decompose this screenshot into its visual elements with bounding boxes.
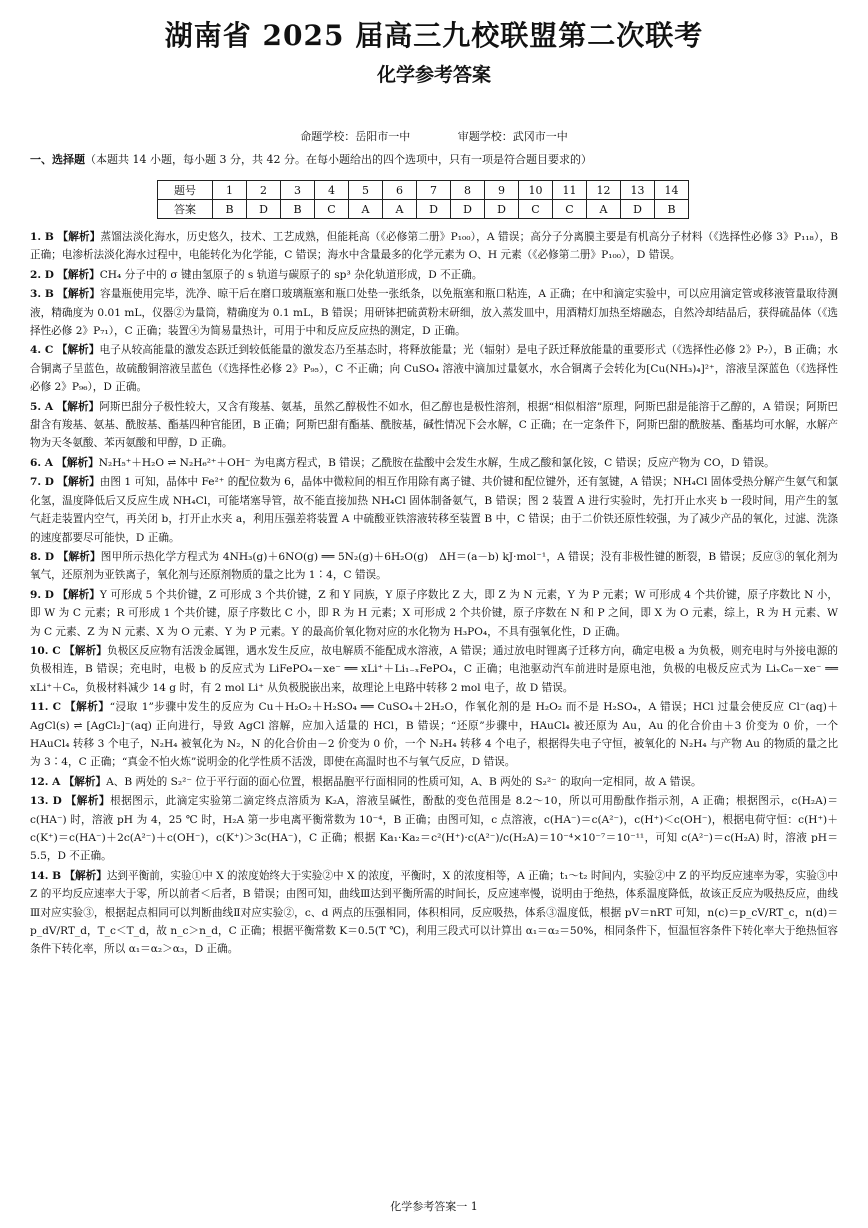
item-explanation-text: 蒸馏法淡化海水，历史悠久，技术、工艺成熟，但能耗高（《必修第二册》P₁₀₀），A 错误；高分子分离膜主要是有机高分子材料（《选择性必修 3》P₁₁₈），B 正确；电渗析法淡化海水过程中，电能转化为化学能，C 错误；海水中含量最多的化学元素为 O、H 元素（《必修第二册》P₁₀₀），D 错误。: [30, 231, 839, 262]
explanation-item: [30, 228, 838, 265]
item-number-answer: 3. B: [30, 288, 54, 301]
explanation-item: [30, 285, 838, 340]
answer-cell: D: [417, 200, 451, 219]
answer-cell: A: [383, 200, 417, 219]
analysis-tag: 【解析】: [65, 795, 111, 808]
item-explanation-text: 容量瓶使用完毕，洗净、晾干后在磨口玻璃瓶塞和瓶口处垫一张纸条，以免瓶塞和瓶口粘连，A 正确；在中和滴定实验中，可以应用滴定管或移液管量取待测液，精确度为 0.01 mL，仪器②为量筒，精确度为 0.1 mL，B 错误；用研钵把硫黄粉末研细，放入蒸发皿中，用酒精灯加热至熔融态，自然冷却结晶后，获得硫晶体（《选择性必修 2》P₇₁），C 正确；装置④为简易量热计，可用于中和反应反应热的测定，D 正确。: [30, 288, 839, 338]
item-explanation-text: 阿斯巴甜分子极性较大，又含有羧基、氨基，虽然乙醇极性不如水，但乙醇也是极性溶剂，根据“相似相溶”原理，阿斯巴甜是能溶于乙醇的，A 错误；阿斯巴甜含有羧基、氨基、酰胺基、酯基四种官能团，B 正确；阿斯巴甜有酯基、酰胺基，碱性情况下会水解，C 正确；在一定条件下，阿斯巴甜的酰胺基、酯基均可水解，水解产物为天冬氨酸、苯丙氨酸和甲醇，D 正确。: [30, 400, 839, 450]
answer-cell: B: [213, 200, 247, 219]
answer-cell: B: [281, 200, 315, 219]
item-number-answer: 12. A: [30, 775, 61, 788]
analysis-tag: 【解析】: [57, 231, 101, 243]
question-number-cell: 12: [587, 181, 621, 200]
school-info: [0, 128, 868, 144]
answer-table-number-row: [158, 181, 689, 200]
answer-cell: C: [315, 200, 349, 219]
item-explanation-text: N₂H₅⁺＋H₂O ⇌ N₂H₆²⁺＋OH⁻ 为电离方程式，B 错误；乙酰胺在盐酸中会发生水解，生成乙酸和氯化铵，C 错误；反应产物为 CO，D 错误。: [98, 456, 775, 469]
analysis-tag: 【解析】: [57, 476, 100, 489]
explanation-item: [30, 698, 838, 772]
question-number-cell: 8: [451, 181, 485, 200]
question-number-cell: 6: [383, 181, 417, 200]
analysis-tag: 【解析】: [57, 288, 101, 301]
item-explanation-text: 电子从较高能量的激发态跃迁到较低能量的激发态乃至基态时，将释放能量；光（辐射）是电子跃迁释放能量的重要形式（《选择性必修 2》P₇），B 正确；水合铜离子呈蓝色，故硫酸铜溶液呈蓝色（《选择性必修 2》P₉₅），C 不正确；向 CuSO₄ 溶液中滴加过量氨水，水合铜离子会转化为[Cu(NH₃)₄]²⁺，溶液呈深蓝色（《选择性必修 2》P₉₆），D 正确。: [30, 344, 839, 394]
proposer-school: 命题学校：岳阳市一中: [300, 130, 411, 143]
analysis-tag: 【解析】: [56, 400, 100, 413]
question-number-cell: 4: [315, 181, 349, 200]
item-number-answer: 6. A: [30, 456, 53, 469]
section-note: （本题共 14 小题，每小题 3 分，共 42 分。在每小题给出的四个选项中，只有一项是符合题目要求的）: [85, 153, 592, 166]
question-number-cell: 14: [655, 181, 689, 200]
item-explanation-text: Y 可形成 5 个共价键，Z 可形成 3 个共价键，Z 和 Y 同族，Y 原子序数比 Z 大，即 Z 为 N 元素，Y 为 P 元素；W 可形成 4 个共价键，原子序数比 N 小，即 W 为 C 元素；R 可形成 1 个共价键，原子序数比 C 小，即 R 为 H 元素；X 可形成 2 个共价键，原子序数在 N 和 P 之间，即 X 为 O 元素，综上，R 为 H 元素、W 为 C 元素、Z 为 N 元素、X 为 O 元素、Y 为 P 元素。Y 的最高价氧化物对应的水化物为 H₃PO₄，不具有强氧化性，D 正确。: [30, 588, 838, 638]
question-number-cell: 11: [553, 181, 587, 200]
answer-cell: D: [247, 200, 281, 219]
explanation-item: [30, 548, 838, 585]
explanation-item: [30, 341, 838, 396]
item-number-answer: 5. A: [30, 400, 54, 413]
item-explanation-text: 达到平衡前，实验①中 X 的浓度始终大于实验②中 X 的浓度，平衡时，X 的浓度相等，A 正确；t₁～t₂ 时间内，实验②中 Z 的平均反应速率为零，实验③中 Z 的平均反应速率大于零，所以前者＜后者，B 错误；由图可知，曲线Ⅲ达到平衡所需的时间长，反应速率慢，说明由于绝热，体系温度降低，故该正反应为吸热反应，曲线Ⅲ对应实验③，根据起点相同可以判断曲线Ⅱ对应实验②，c、d 两点的压强相同，体积相同，反应吸热，体系③温度低，根据 pV＝nRT 可知，n(c)＝p_cV/RT_c，n(d)＝p_dV/RT_d，T_c＜T_d，故 n_c＞n_d，C 正确；根据平衡常数 K＝0.5(T ℃)，利用三段式可以计算出 α₁＝α₂＝50%，相同条件下，恒温恒容条件下转化率大于绝热恒容条件下转化率，所以 α₁＝α₂＞α₃，D 正确。: [30, 869, 838, 956]
question-number-cell: 7: [417, 181, 451, 200]
answer-cell: D: [485, 200, 519, 219]
answer-table-answer-row: [158, 200, 689, 219]
question-number-cell: 3: [281, 181, 315, 200]
item-explanation-text: 图甲所示热化学方程式为 4NH₃(g)＋6NO(g) ══ 5N₂(g)＋6H₂O(g) ΔH＝(a－b) kJ·mol⁻¹，A 错误；没有非极性键的断裂，B 错误；反应③的氧化剂为氧气，还原剂为亚铁离子，氧化剂与还原剂物质的量之比为 1∶4，C 错误。: [30, 550, 839, 582]
question-number-cell: 9: [485, 181, 519, 200]
item-number-answer: 14. B: [30, 869, 62, 882]
item-explanation-text: CH₄ 分子中的 σ 键由氢原子的 s 轨道与碳原子的 sp³ 杂化轨道形成，D 不正确。: [99, 268, 483, 281]
row-label-answer: 答案: [158, 200, 213, 219]
answer-cell: D: [621, 200, 655, 219]
answer-cell: C: [519, 200, 553, 219]
item-explanation-text: “浸取 1”步骤中发生的反应为 Cu＋H₂O₂＋H₂SO₄ ══ CuSO₄＋2H₂O，作氧化剂的是 H₂O₂ 而不是 H₂SO₄，A 错误；HCl 过量会使反应 Cl⁻(aq)＋AgCl(s) ⇌ [AgCl₂]⁻(aq) 正向进行，导致 AgCl 溶解，应加入适量的 HCl，B 错误；“还原”步骤中，HAuCl₄ 被还原为 Au，Au 的化合价由＋3 价变为 0 价，一个 HAuCl₄ 转移 3 个电子，N₂H₄ 被氧化为 N₂，N 的化合价由－2 价变为 0 价，一个 N₂H₄ 转移 4 个电子，根据得失电子守恒，被氧化的 N₂H₄ 与产物 Au 的物质的量之比为 3∶4，C 正确；“真金不怕火炼”说明金的化学性质不活泼，即使在高温时也不与氧气反应，D 错误。: [30, 701, 838, 769]
item-number-answer: 7. D: [30, 476, 54, 489]
page-subtitle: 化学参考答案: [376, 64, 491, 86]
analysis-tag: 【解析】: [64, 644, 107, 657]
item-number-answer: 11. C: [30, 701, 62, 714]
item-number-answer: 13. D: [30, 795, 62, 808]
item-explanation-text: 负极区反应物有活泼金属锂，遇水发生反应，故电解质不能配成水溶液，A 错误；通过放电时锂离子迁移方向，确定电极 a 为负极，则充电时与外接电源的负极相连，B 错误；充电时，电极 b 的反应式为 LiFePO₄－xe⁻ ══ xLi⁺＋Li₁₋ₓFePO₄，C 正确；电池驱动汽车前进时是原电池，负极的电极反应式为 LiₓC₆－xe⁻ ══ xLi⁺＋C₆，负极材料减少 14 g 时，有 2 mol Li⁺ 从负极脱嵌出来，故理论上电路中转移 2 mol 电子，故 D 错误。: [30, 644, 838, 694]
row-label-number: 题号: [158, 181, 213, 200]
item-number-answer: 1. B: [30, 231, 54, 243]
answer-table: [157, 180, 689, 219]
analysis-tag: 【解析】: [64, 869, 107, 882]
question-number-cell: 10: [519, 181, 553, 200]
question-number-cell: 13: [621, 181, 655, 200]
answer-cell: C: [553, 200, 587, 219]
explanation-item: [30, 266, 838, 284]
explanation-item: [30, 454, 838, 472]
explanation-item: [30, 398, 838, 453]
item-explanation-text: 根据图示，此滴定实验第二滴定终点溶质为 K₂A，溶液呈碱性，酚酞的变色范围是 8.2～10，所以可用酚酞作指示剂，A 正确；根据图示，c(H₂A)＝c(HA⁻) 时，溶液 pH 为 4，25 ℃ 时，H₂A 第一步电离平衡常数为 10⁻⁴，B 正确；由图可知，c 点溶液，c(HA⁻)＝c(A²⁻)，c(H⁺)＜c(OH⁻)，根据电荷守恒：c(H⁺)＋c(K⁺)＝c(HA⁻)＋2c(A²⁻)＋c(OH⁻)，c(K⁺)＞3c(HA⁻)，C 正确；根据 Ka₁·Ka₂＝c²(H⁺)·c(A²⁻)/c(H₂A)＝10⁻⁴×10⁻⁷＝10⁻¹¹，可知 c(A²⁻)＝c(H₂A) 时，溶液 pH＝5.5，D 不正确。: [30, 795, 838, 863]
explanation-item: [30, 473, 838, 547]
explanation-item: [30, 642, 838, 697]
item-explanation-text: A、B 两处的 S₂²⁻ 位于平行面的面心位置，根据晶胞平行面相同的性质可知，A、B 两处的 S₂²⁻ 的取向一定相同，故 A 错误。: [106, 775, 702, 788]
analysis-tag: 【解析】: [57, 268, 100, 281]
question-number-cell: 2: [247, 181, 281, 200]
page-title: 湖南省 2025 届高三九校联盟第二次联考: [164, 19, 704, 52]
analysis-tag: 【解析】: [56, 456, 99, 469]
question-number-cell: 1: [213, 181, 247, 200]
analysis-tag: 【解析】: [57, 588, 100, 601]
item-number-answer: 2. D: [30, 268, 54, 281]
explanation-item: [30, 586, 838, 641]
explanation-item: [30, 792, 838, 866]
item-number-answer: 8. D: [30, 550, 55, 563]
answer-cell: D: [451, 200, 485, 219]
section-heading: [30, 151, 592, 167]
answer-cell: A: [587, 200, 621, 219]
item-explanation-text: 由图 1 可知，晶体中 Fe²⁺ 的配位数为 6，晶体中微粒间的相互作用除有离子键、共价键和配位键外，还有氢键，A 错误；NH₄Cl 固体受热分解产生氨气和氯化氢，温度降低后又反应生成 NH₄Cl，可能堵塞导管，故不能直接加热 NH₄Cl 固体制备氨气，B 错误；图 2 装置 A 进行实验时，先打开止水夹 b 一段时间，用产生的氢气赶走装置内空气，再关闭 b，打开止水夹 a，利用压强差将装置 A 中硫酸亚铁溶液转移至装置 B 中，C 错误；由于二价铁还原性较强，为了减少产品的氧化，过滤、洗涤的速度都要尽可能快，D 正确。: [30, 476, 839, 544]
explanation-item: [30, 773, 838, 791]
section-title: 一、选择题: [30, 153, 85, 166]
answer-cell: A: [349, 200, 383, 219]
item-number-answer: 9. D: [30, 588, 54, 601]
page-footer: 化学参考答案一 1: [390, 1200, 478, 1213]
item-number-answer: 4. C: [30, 344, 54, 357]
reviewer-school: 审题学校：武冈市一中: [457, 130, 568, 143]
analysis-tag: 【解析】: [65, 701, 110, 714]
analysis-tag: 【解析】: [57, 550, 101, 563]
analysis-tag: 【解析】: [63, 775, 107, 788]
analysis-tag: 【解析】: [56, 344, 100, 357]
answer-cell: B: [655, 200, 689, 219]
explanation-item: [30, 867, 838, 959]
item-number-answer: 10. C: [30, 644, 61, 657]
explanation-list: [30, 228, 838, 960]
question-number-cell: 5: [349, 181, 383, 200]
